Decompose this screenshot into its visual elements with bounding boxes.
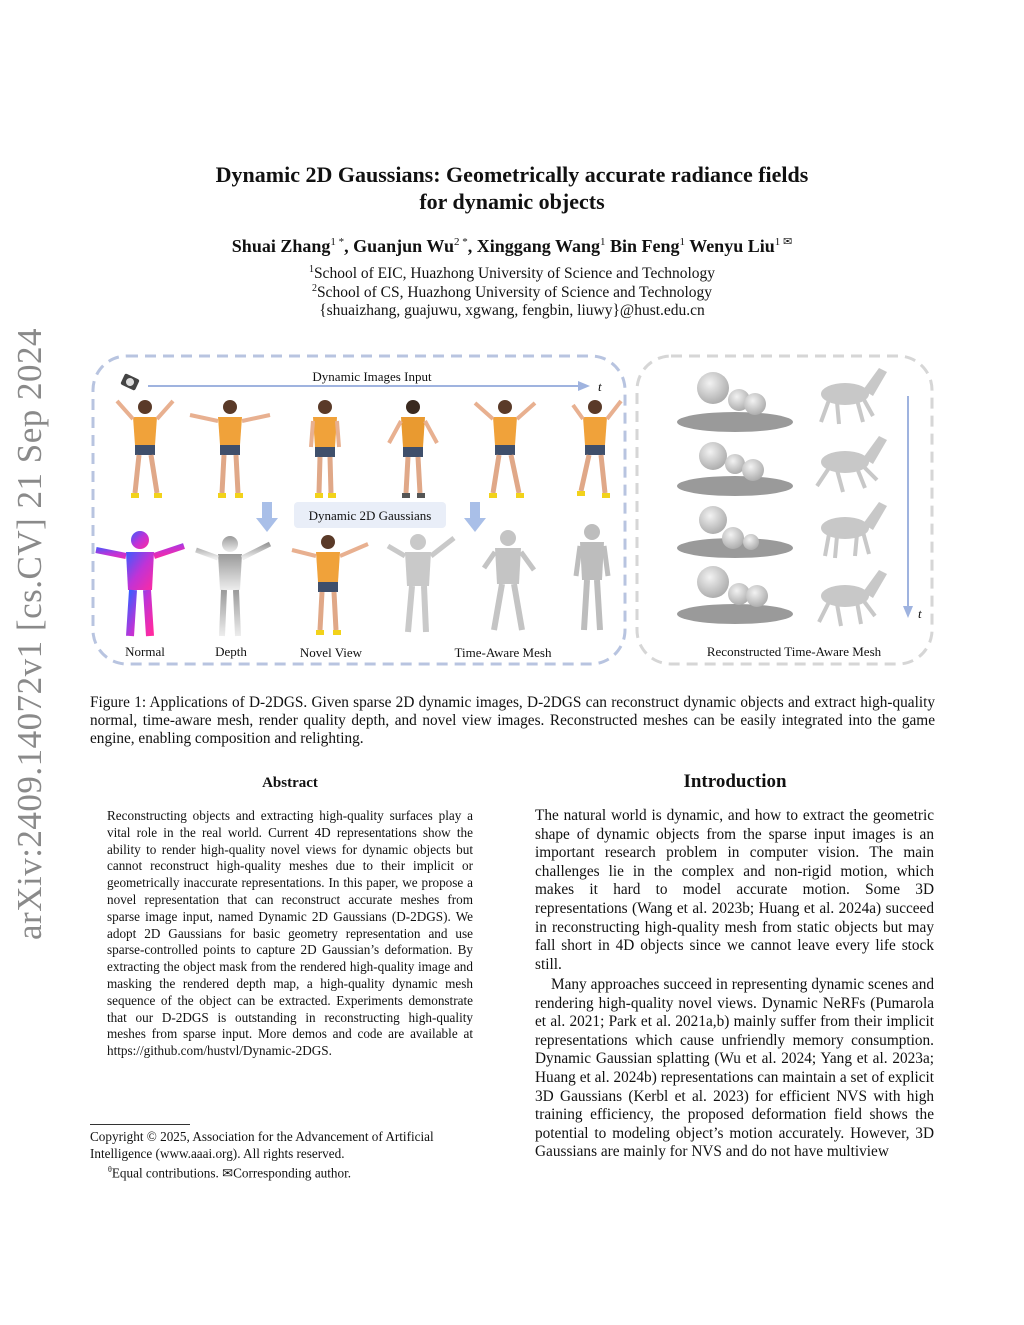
abstract-heading: Abstract [262,775,318,791]
label-novel-view: Novel View [299,645,363,660]
horse-sequence [817,368,887,626]
title-line-1: Dynamic 2D Gaussians: Geometrically accurate radiance fields [215,162,809,187]
depth-output [196,536,270,636]
author: Xinggang Wang$^1$ [476,236,606,256]
introduction-heading: Introduction [683,771,787,792]
author-list: Shuai Zhang$^{1 *}$, Guanjun $Wu^{2 *}$, Xinggang Wang$^1$ Bin Feng$^1$ Wenyu Liu$^{1 ✉}$ [231,236,793,256]
down-arrow-icon [256,502,278,532]
author: Shuai Zhang$^{1 *}$ [231,236,345,256]
mesh-output [484,530,534,630]
author: Guanjun $Wu^{2 *}$ [353,236,468,256]
arxiv-side-label: arXiv:2409.14072v1 [cs.CV] 21 Sep 2024 [10,327,49,940]
author: Wenyu Liu$^{1 ✉}$ [689,236,793,256]
dancer-figure [311,400,339,498]
affiliation-2: $^2$School of CS, Huazhong University of Science and Technology [311,283,713,302]
novel-view-output [292,535,368,635]
label-depth: Depth [215,644,247,659]
title-line-2: for dynamic objects [419,189,605,214]
author: Bin Feng$^1$ [609,236,685,256]
ball-sequence [677,372,793,624]
input-label: Dynamic Images Input [312,369,432,384]
down-arrow-icon [464,502,486,532]
dancer-figure [389,400,437,498]
camera-icon [120,373,140,391]
mesh-output [388,534,454,632]
input-frames [117,400,621,498]
affiliation-1: $^1$School of EIC, Huazhong University of Science and Technology [308,264,716,283]
intro-paragraph-1: The natural world is dynamic, and how to extract the geometric shape of dynamic objects from the sparse input images is an important research problem in computer vision. The main challenges lie in the complex and non-rigid motion, which makes it hard to model accurate motion. Some 3D representations (Wang et al. 2023b; Huang et al. 2024a) succeed in reconstructing high-quality mesh from static objects but may fall short in 4D objects since we cannot leave every life stock still. [535,807,934,973]
paper-title [0,161,1024,215]
normal-output [96,531,184,636]
dancer-figure [475,400,535,498]
copyright-notice: Copyright © 2025, Association for the Advancement of Artificial Intelligence (www.aaai.org). All rights reserved. [90,1129,434,1161]
figure-caption: Figure 1: Applications of D-2DGS. Given sparse 2D dynamic images, D-2DGS can reconstruct dynamic objects and extract high-quality normal, time-aware mesh, render quality depth, and novel view images. Reconstructed meshes can be easily integrated into the game engine, enabling composition and relighting. [90,694,935,747]
dancer-figure [190,400,270,498]
time-arrow-head [578,381,590,391]
label-time-aware-mesh: Time-Aware Mesh [454,645,552,660]
dancer-figure [117,400,173,498]
author-emails: {shuaizhang, guajuwu, xgwang, fengbin, liuwy}@hust.edu.cn [319,302,705,319]
abstract-text: Reconstructing objects and extracting high-quality surfaces play a vital role in the real world. Current 4D representations show the ability to render high-quality novel views for dynamic objects but cannot reconstruct high-quality meshes due to their implicit or geometrically inaccurate representations. In this paper, we propose a novel representation that can reconstruct accurate meshes from sparse image input, named Dynamic 2D Gaussians (D-2DGS). We adopt 2D Gaussians for basic geometry representation and use sparse-controlled points to capture 2D Gaussian’s deformation. By extracting the object mask from the rendered high-quality image and masking the rendered depth map, a high-quality dynamic mesh sequence of the object can be extracted. Experiments demonstrate that our D-2DGS is outstanding in reconstructing high-quality meshes from sparse input. More demos and code are available at https://github.com/hustvl/Dynamic-2DGS. [107,808,473,1059]
figure-1 [90,352,935,672]
method-label: Dynamic 2D Gaussians [308,508,432,523]
right-time-symbol: t [918,606,922,621]
dancer-figure [573,400,621,498]
intro-paragraph-2: Many approaches succeed in representing dynamic scenes and rendering high-quality novel views. Dynamic NeRFs (Pumarola et al. 2021; Park et al. 2021a,b) mainly suffer from their implicit representations which cause unfriendly memory consumption. Dynamic Gaussian splatting (Wu et al. 2024; Yang et al. 2023a; Huang et al. 2024b) representations can maintain a set of explicit 3D Gaussians (Kerbl et al. 2023) for efficient NVS with high training efficiency, the proposed deformation field shows the potential to modeling object’s motion accurately. However, 3D Gaussians are mainly for NVS and do not have multiview [535,976,934,1161]
time-symbol: t [598,379,602,394]
label-normal: Normal [125,644,165,659]
label-reconstructed-mesh: Reconstructed Time-Aware Mesh [706,644,882,659]
footnote-rule [90,1124,190,1125]
mesh-output [576,524,608,630]
footnote: $^\theta$Equal contributions. ✉Corresponding author. [108,1165,352,1181]
right-time-arrow-head [903,606,913,618]
